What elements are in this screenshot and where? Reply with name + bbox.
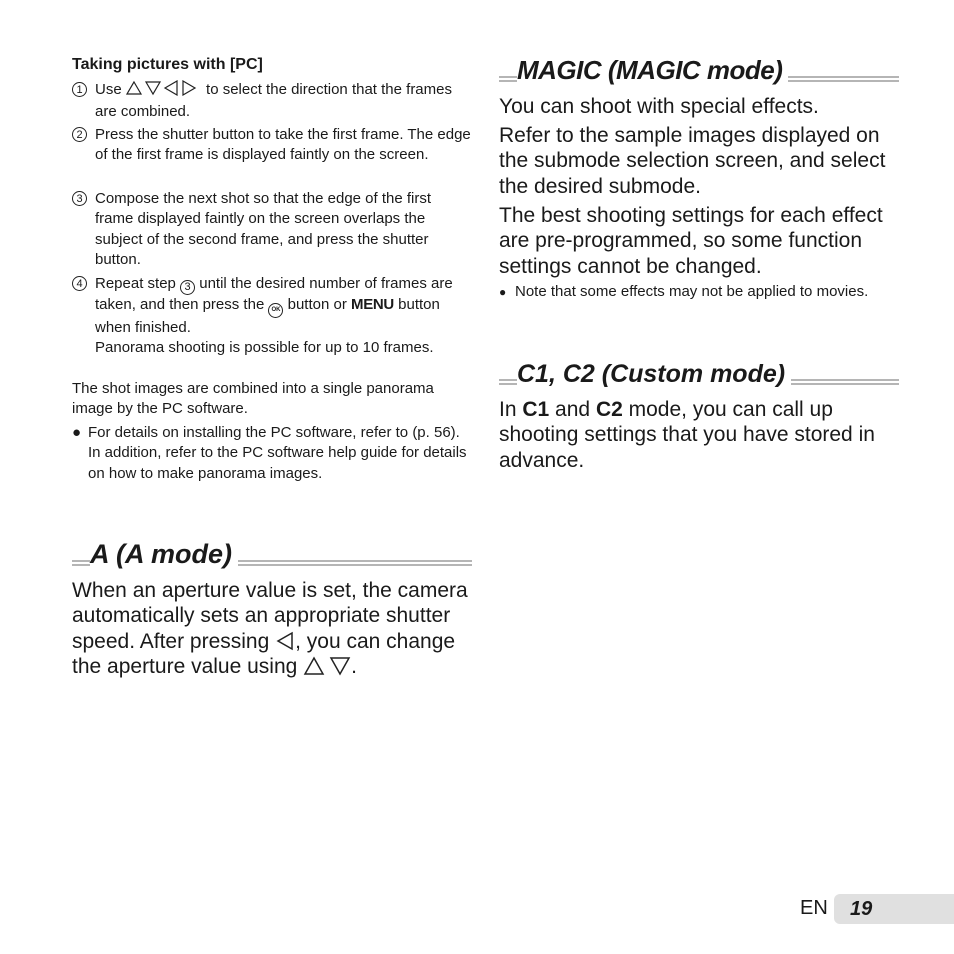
custom-body — [499, 397, 899, 473]
step-number: 1 — [72, 82, 87, 97]
page-footer — [800, 894, 954, 924]
c1-label: C1 — [522, 398, 550, 421]
language-label: EN — [800, 897, 828, 919]
step-text-cont2: button or — [283, 296, 351, 313]
section-magic-header — [499, 40, 899, 84]
section-custom-title: C1, C2 (Custom mode) — [517, 360, 791, 389]
bullet-icon: ● — [499, 285, 507, 299]
magic-p3: The best shooting settings for each effect are pre-programmed, so some function settings cannot be changed. — [499, 204, 883, 278]
bullet-text: For details on installing the PC software, refer to (p. 56). In addition, refer to the PC software help guide for details on how to make panorama images. — [88, 424, 467, 482]
bullet-text: Note that some effects may not be applied to movies. — [515, 283, 869, 300]
arrow-right-icon — [183, 81, 195, 95]
arrow-left-icon — [165, 81, 177, 95]
section-a-header — [72, 524, 472, 568]
magic-p2: Refer to the sample images displayed on the submode selection screen, and select the desired submode. — [499, 124, 886, 198]
arrow-keys-icon — [126, 80, 202, 102]
section-a-title: A (A mode) — [90, 539, 238, 570]
step-number: 3 — [72, 191, 87, 206]
arrow-left-icon — [275, 631, 295, 651]
step-1 — [72, 80, 472, 123]
subheading: Taking pictures with [PC] — [72, 56, 263, 73]
combined-text: The shot images are combined into a single panorama image by the PC software. — [72, 380, 434, 418]
section-a-text: When an aperture value is set, the camera automatically sets an appropriate shutter speed. After pressing — [72, 579, 468, 653]
bullet-icon: ● — [72, 424, 82, 441]
magic-bullet — [499, 282, 899, 302]
step-2 — [72, 125, 472, 166]
pc-software-bullet — [72, 423, 472, 484]
arrow-up-down-icon — [303, 656, 351, 676]
step-text-cont3: button when finished. — [95, 296, 440, 336]
step-text-cont: to select the direction that the frames are combined. — [95, 81, 452, 121]
section-custom-header — [499, 343, 899, 387]
step-text: Press the shutter button to take the first frame. The edge of the first frame is displayed faintly on the screen. — [95, 126, 471, 164]
c2-label: C2 — [595, 398, 623, 421]
step-4 — [72, 274, 472, 359]
section-magic-title: MAGIC (MAGIC mode) — [517, 55, 788, 86]
custom-text-end: mode, you can call up shooting settings that you have stored in advance. — [499, 398, 875, 472]
step-number: 2 — [72, 127, 87, 142]
custom-text: In — [499, 398, 523, 421]
custom-text-cont: and — [549, 398, 596, 421]
arrow-up-icon — [127, 82, 141, 94]
section-a-text-cont: , you can change the aperture value using — [72, 629, 456, 678]
step-text: Compose the next shot so that the edge of the first frame displayed faintly on the screen overlaps the subject of the second frame, and press the shutter button. — [95, 190, 432, 268]
step-text: Use — [95, 81, 122, 98]
step-text-cont: until the desired number of frames are taken, and then press the — [95, 275, 453, 313]
step-ref-3: 3 — [180, 280, 195, 295]
magic-p1: You can shoot with special effects. — [499, 95, 819, 118]
arrow-down-icon — [146, 82, 160, 94]
step-text: Repeat step — [95, 275, 181, 292]
step-number: 4 — [72, 276, 87, 291]
section-a-text-end: . — [351, 654, 357, 678]
step-3 — [72, 189, 472, 270]
ok-button-icon: OK — [268, 303, 283, 318]
section-a-body — [72, 578, 472, 679]
menu-button-label: MENU — [351, 296, 394, 313]
panorama-note: Panorama shooting is possible for up to 10 frames. — [95, 339, 434, 357]
page-number: 19 — [834, 894, 954, 924]
